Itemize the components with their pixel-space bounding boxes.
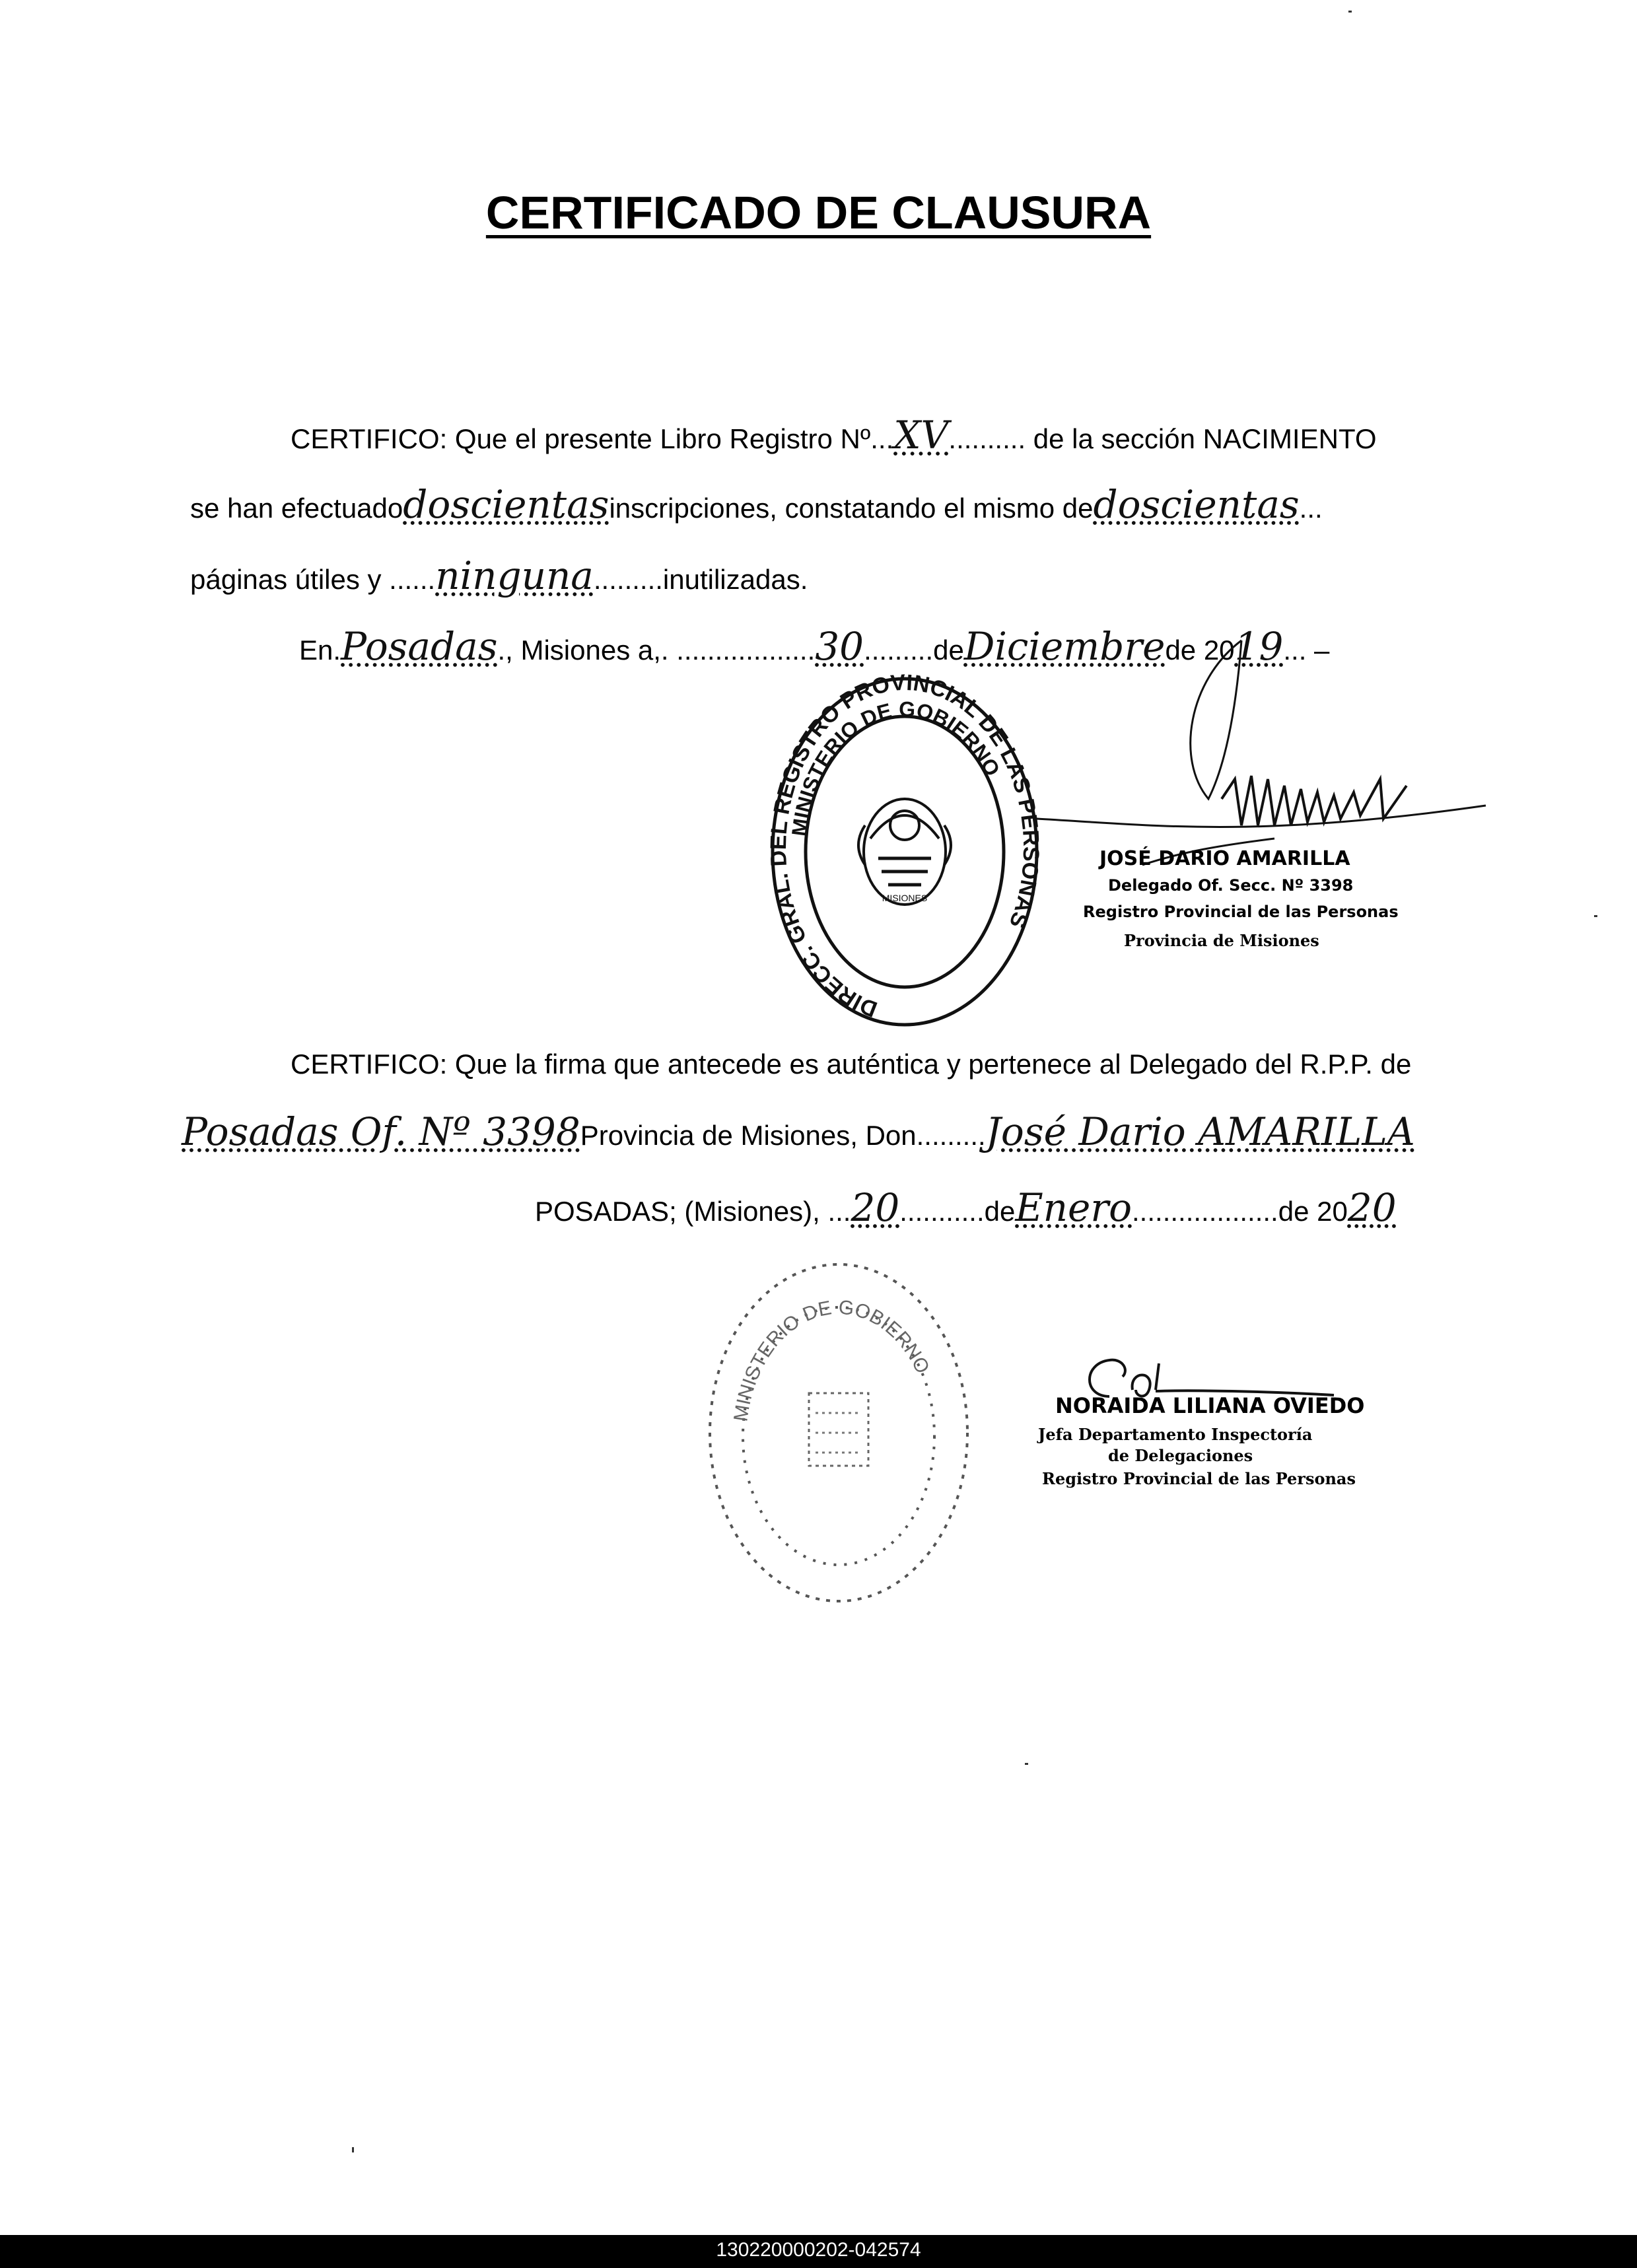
cert1-line4-text-mid: ., Misiones a,. .................. — [497, 635, 816, 666]
scan-speck — [1025, 1763, 1028, 1765]
handwritten-inscriptions-count: doscientas — [403, 482, 610, 527]
signer1-role: Delegado Of. Secc. Nº 3398 — [1108, 876, 1354, 895]
official-stamp-registro — [766, 673, 1043, 1030]
cert2-line3-text: POSADAS; (Misiones), ... — [535, 1196, 851, 1227]
cert1-line2 — [190, 482, 1323, 527]
cert1-line4-text-year-prefix: de 20 — [1165, 635, 1235, 666]
scan-speck — [352, 2147, 354, 2152]
stamp1-seal-word: MISIONES — [882, 893, 928, 903]
cert2-line3-text-year-prefix: ...................de 20 — [1132, 1196, 1348, 1227]
scan-speck — [1348, 11, 1352, 13]
signer2-name: NORAIDA LILIANA OVIEDO — [1055, 1393, 1365, 1418]
signer2-role: Jefa Departamento Inspectoría — [1038, 1425, 1313, 1444]
handwritten-unused-count: ninguna — [435, 553, 594, 598]
handwritten-pages-count: doscientas — [1093, 482, 1300, 527]
handwritten-month-2: Enero — [1015, 1185, 1132, 1230]
footer-bar — [0, 2235, 1637, 2268]
svg-text:MINISTERIO DE GOBIERNO — [730, 1296, 933, 1423]
handwritten-signature-1 — [1024, 627, 1499, 878]
handwritten-delegate-name: José Dario AMARILLA — [985, 1109, 1415, 1154]
cert1-line1-text-end: .......... de la sección NACIMIENTO — [948, 423, 1377, 454]
signer2-role2: de Delegaciones — [1108, 1446, 1253, 1465]
cert1-line1 — [291, 413, 1377, 458]
document-id: 130220000202-042574 — [716, 2239, 921, 2261]
faint-coat-of-arms-icon — [809, 1393, 868, 1466]
cert2-line3 — [535, 1185, 1397, 1230]
cert1-line4-text: En. — [299, 635, 341, 666]
signer2-org: Registro Provincial de las Personas — [1042, 1469, 1356, 1488]
stamp1-outer-text: DIRECC. GRAL. DEL REGISTRO PROVINCIAL DE LAS PERSONAS — [766, 673, 1043, 1022]
cert1-line1-text: CERTIFICO: Que el presente Libro Registro Nº... — [291, 423, 894, 454]
signer1-org: Registro Provincial de las Personas — [1083, 903, 1399, 921]
handwritten-office: Posadas Of. Nº 3398 — [182, 1109, 580, 1154]
stamp1-inner-text: MINISTERIO DE GOBIERNO — [786, 697, 1005, 838]
coat-of-arms-icon — [858, 799, 951, 905]
handwritten-year: 19 — [1234, 624, 1284, 669]
cert1-line4-text-end: ... – — [1283, 635, 1330, 666]
cert2-line2 — [182, 1109, 1415, 1154]
scan-speck — [1594, 915, 1597, 917]
handwritten-year-2: 20 — [1347, 1185, 1397, 1230]
cert1-line3-text-end: .........inutilizadas. — [593, 564, 808, 595]
handwritten-book-number: XV — [893, 413, 949, 458]
stamp2-inner-text: MINISTERIO DE GOBIERNO — [730, 1296, 934, 1424]
cert1-line2-text-mid: inscripciones, constatando el mismo de — [609, 493, 1094, 524]
cert1-line3 — [190, 553, 808, 598]
cert2-line1: CERTIFICO: Que la firma que antecede es auténtica y pertenece al Delegado del R.P.P. de — [291, 1048, 1412, 1080]
handwritten-day-2: 20 — [851, 1185, 900, 1230]
cert1-line2-text: se han efectuado — [190, 493, 403, 524]
cert1-line3-text: páginas útiles y ...... — [190, 564, 436, 595]
handwritten-day: 30 — [815, 624, 864, 669]
handwritten-month: Diciembre — [963, 624, 1166, 669]
signer1-name: JOSÉ DARIO AMARILLA — [1099, 847, 1350, 870]
handwritten-city: Posadas — [341, 624, 498, 669]
cert2-line3-text-de: ...........de — [899, 1196, 1016, 1227]
document-title: CERTIFICADO DE CLAUSURA — [485, 187, 1152, 238]
cert1-line2-text-end: ... — [1299, 493, 1323, 524]
cert1-line4-text-de: .........de — [864, 635, 964, 666]
signer1-province: Provincia de Misiones — [1124, 931, 1319, 950]
cert2-line2-text: Provincia de Misiones, Don......... — [580, 1120, 986, 1151]
official-stamp-faint — [700, 1254, 977, 1611]
